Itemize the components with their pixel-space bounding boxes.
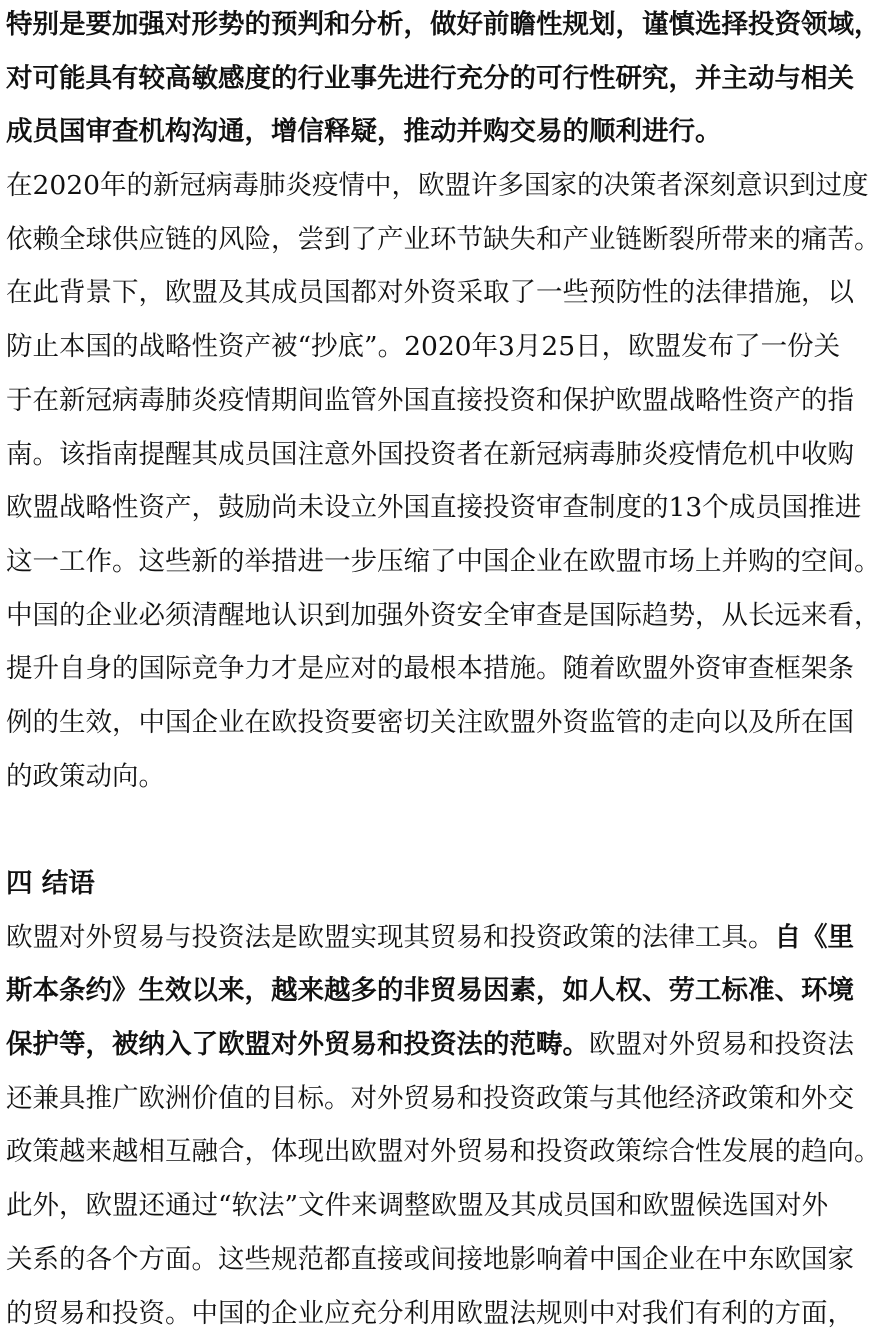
text-line: [6, 911, 888, 965]
text-line: 这一工作。这些新的举措进一步压缩了中国企业在欧盟市场上并购的空间。: [6, 535, 888, 589]
paragraph-gap: [6, 803, 888, 857]
text-line: 斯本条约》生效以来，越来越多的非贸易因素，如人权、劳工标准、环境: [6, 964, 888, 1018]
text-line: 中国的企业必须清醒地认识到加强外资安全审查是国际趋势，从长远来看，: [6, 589, 888, 643]
section-heading: 四 结语: [6, 857, 888, 911]
text-line: 成员国审查机构沟通，增信释疑，推动并购交易的顺利进行。: [6, 105, 888, 159]
text-line: 的政策动向。: [6, 750, 888, 804]
text-line: 还兼具推广欧洲价值的目标。对外贸易和投资政策与其他经济政策和外交: [6, 1072, 888, 1126]
text-line: 政策越来越相互融合，体现出欧盟对外贸易和投资政策综合性发展的趋向。: [6, 1125, 888, 1179]
text-line: 欧盟战略性资产，鼓励尚未设立外国直接投资审查制度的13个成员国推进: [6, 481, 888, 535]
text-normal: 欧盟对外贸易和投资法: [589, 1029, 854, 1060]
text-bold: 保护等，被纳入了欧盟对外贸易和投资法的范畴。: [6, 1029, 589, 1060]
text-line: 于在新冠病毒肺炎疫情期间监管外国直接投资和保护欧盟战略性资产的指: [6, 374, 888, 428]
paragraph-eu-covid-measures: [6, 159, 888, 803]
text-line: 此外，欧盟还通过“软法”文件来调整欧盟及其成员国和欧盟候选国对外: [6, 1179, 888, 1233]
text-line: 对可能具有较高敏感度的行业事先进行充分的可行性研究，并主动与相关: [6, 52, 888, 106]
text-line: 在此背景下，欧盟及其成员国都对外资采取了一些预防性的法律措施，以: [6, 266, 888, 320]
text-normal: 欧盟对外贸易与投资法是欧盟实现其贸易和投资政策的法律工具。: [6, 922, 775, 953]
text-line: 在2020年的新冠病毒肺炎疫情中，欧盟许多国家的决策者深刻意识到过度: [6, 159, 888, 213]
text-line: 关系的各个方面。这些规范都直接或间接地影响着中国企业在中东欧国家: [6, 1233, 888, 1287]
text-line: 特别是要加强对形势的预判和分析，做好前瞻性规划，谨慎选择投资领域，: [6, 0, 888, 52]
paragraph-bold-intro: [6, 0, 888, 159]
text-line: 例的生效，中国企业在欧投资要密切关注欧盟外资监管的走向以及所在国: [6, 696, 888, 750]
text-line: 南。该指南提醒其成员国注意外国投资者在新冠病毒肺炎疫情危机中收购: [6, 428, 888, 482]
text-line: [6, 1018, 888, 1072]
paragraph-conclusion: [6, 911, 888, 1340]
text-line: 的贸易和投资。中国的企业应充分利用欧盟法规则中对我们有利的方面，: [6, 1287, 888, 1340]
text-line: 提升自身的国际竞争力才是应对的最根本措施。随着欧盟外资审查框架条: [6, 642, 888, 696]
text-bold: 自《里: [775, 922, 855, 953]
text-line: 防止本国的战略性资产被“抄底”。2020年3月25日，欧盟发布了一份关: [6, 320, 888, 374]
text-line: 依赖全球供应链的风险，尝到了产业环节缺失和产业链断裂所带来的痛苦。: [6, 213, 888, 267]
